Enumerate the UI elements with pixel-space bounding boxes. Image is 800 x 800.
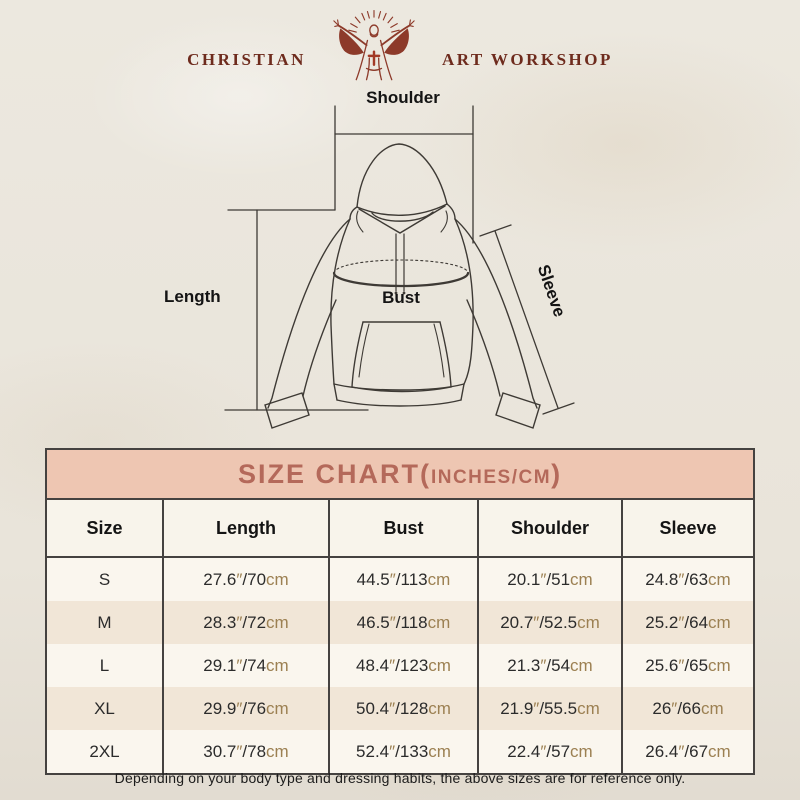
reference-note: Depending on your body type and dressing habits, the above sizes are for reference only. <box>114 770 686 786</box>
shoulder-value: 21.9″/55.5cm <box>478 687 622 730</box>
title-main: SIZE CHART( <box>237 459 431 489</box>
size-value: 2XL <box>89 741 120 761</box>
sleeve-label: Sleeve <box>533 262 570 320</box>
bust-line-dotted <box>334 260 468 273</box>
brand-name-left: CHRISTIAN <box>187 50 306 69</box>
sleeve-value: 25.2″/64cm <box>622 601 753 644</box>
col-header-length: Length <box>163 500 329 557</box>
sleeve-value: 24.8″/63cm <box>622 557 753 601</box>
size-value: M <box>47 601 163 644</box>
hoodie-diagram <box>0 85 800 445</box>
size-chart-table <box>45 448 755 775</box>
title-unit-note: INCHES/CM <box>430 467 552 488</box>
length-measure-lines <box>225 210 368 410</box>
length-value: 29.9″/76cm <box>163 687 329 730</box>
shoulder-measure-lines <box>335 106 473 243</box>
bust-line-solid <box>334 273 468 286</box>
col-header-bust: Bust <box>329 500 478 557</box>
brand-name-right: ART WORKSHOP <box>441 50 613 69</box>
table-row <box>47 644 753 687</box>
bust-value: 50.4″/128cm <box>329 687 478 730</box>
size-chart-title <box>47 450 753 500</box>
size-value: XL <box>47 687 163 730</box>
length-value: 27.6″/70cm <box>163 557 329 601</box>
length-value: 30.7″/78cm <box>163 730 329 773</box>
table-row <box>47 687 753 730</box>
bust-value: 44.5″/113cm <box>329 557 478 601</box>
size-value: S <box>98 569 111 589</box>
bust-value: 52.4″/133cm <box>329 730 478 773</box>
length-value: 28.3″/72cm <box>163 601 329 644</box>
sleeve-measure-lines <box>480 225 574 414</box>
shoulder-label: Shoulder <box>366 88 440 107</box>
length-label: Length <box>164 287 221 306</box>
shoulder-value: 20.1″/51cm <box>478 557 622 601</box>
size-value: L <box>99 655 110 675</box>
col-header-shoulder: Shoulder <box>478 500 622 557</box>
shoulder-value: 21.3″/54cm <box>478 644 622 687</box>
shoulder-value: 20.7″/52.5cm <box>478 601 622 644</box>
sleeve-value: 26.4″/67cm <box>622 730 753 773</box>
table-row <box>47 557 753 601</box>
table-row <box>47 730 753 773</box>
shoulder-value: 22.4″/57cm <box>478 730 622 773</box>
table-row <box>47 601 753 644</box>
sleeve-value: 26″/66cm <box>622 687 753 730</box>
jesus-logo-icon <box>318 8 430 86</box>
col-header-size: Size <box>47 500 163 557</box>
length-value: 29.1″/74cm <box>163 644 329 687</box>
title-close: ) <box>551 459 563 489</box>
brand-header <box>0 8 800 88</box>
header-row <box>47 500 753 557</box>
bust-value: 48.4″/123cm <box>329 644 478 687</box>
bust-label: Bust <box>382 288 420 307</box>
sleeve-value: 25.6″/65cm <box>622 644 753 687</box>
bust-value: 46.5″/118cm <box>329 601 478 644</box>
col-header-sleeve: Sleeve <box>622 500 753 557</box>
